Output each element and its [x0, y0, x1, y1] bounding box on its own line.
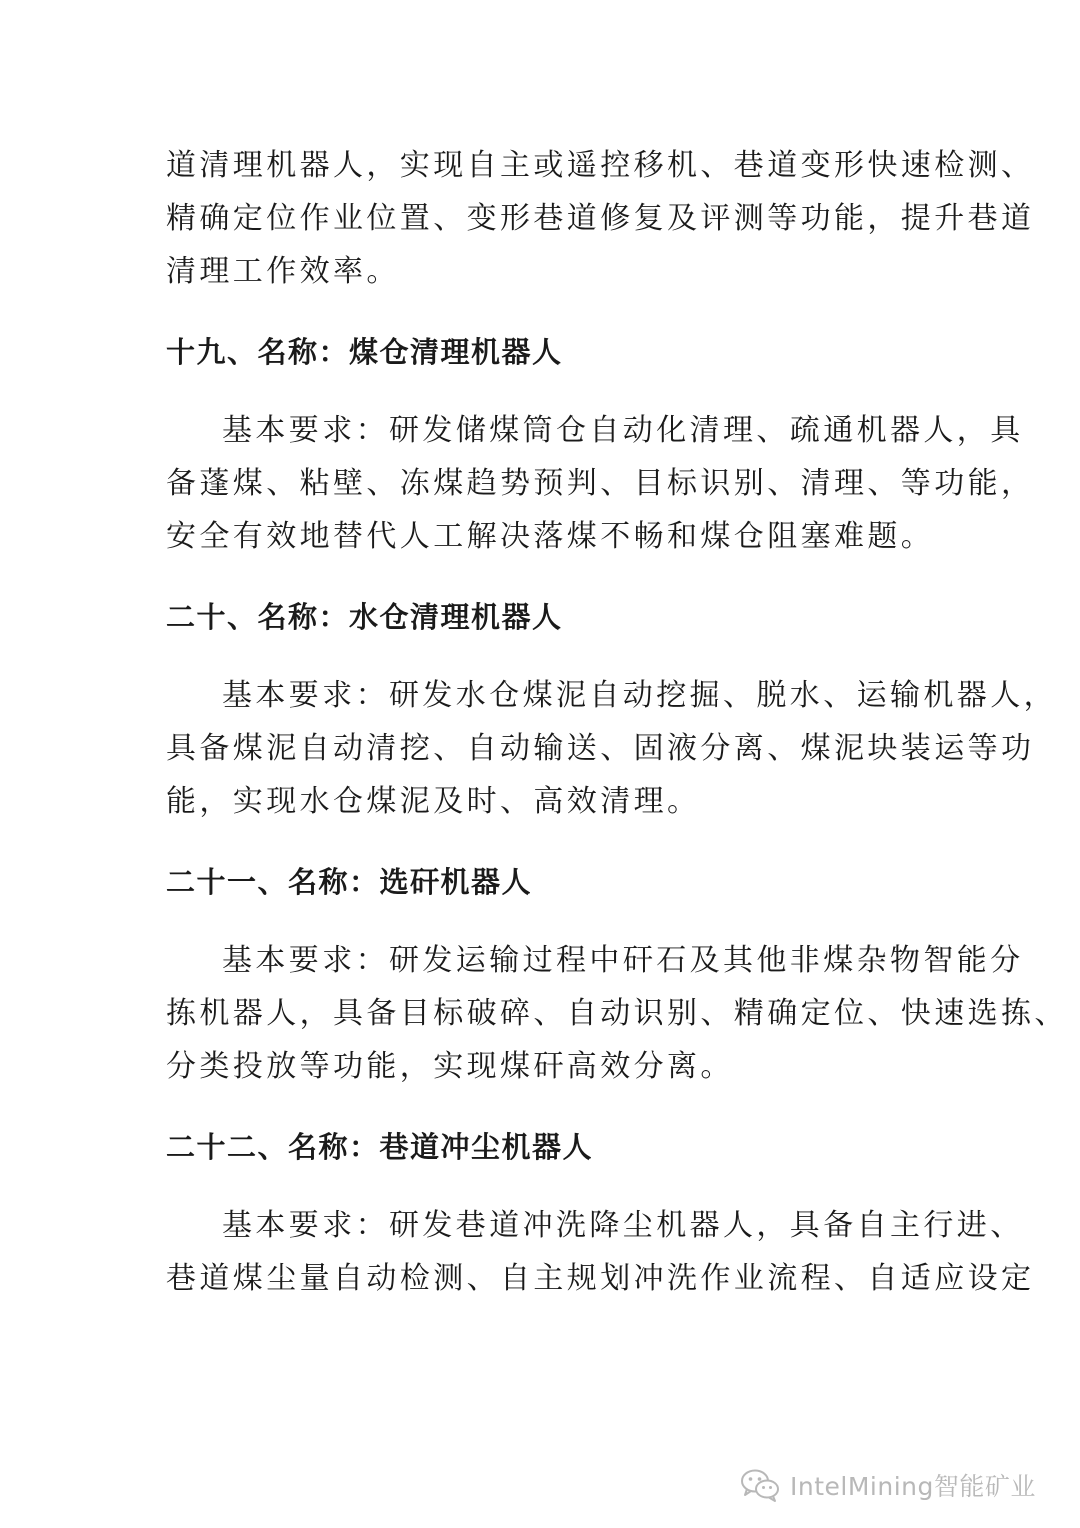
paragraph-line: 基本要求：研发巷道冲洗降尘机器人，具备自主行进、	[222, 1208, 1024, 1243]
wechat-icon	[740, 1468, 780, 1502]
watermark-text: IntelMining智能矿业	[790, 1472, 1036, 1501]
paragraph-line: 分类投放等功能，实现煤矸高效分离。	[166, 1049, 734, 1084]
section-heading: 二十二、名称：巷道冲尘机器人	[166, 1130, 594, 1164]
paragraph-line: 精确定位作业位置、变形巷道修复及评测等功能，提升巷道	[166, 201, 1035, 236]
paragraph-line: 拣机器人，具备目标破碎、自动识别、精确定位、快速选拣、	[166, 996, 1068, 1031]
paragraph-line: 道清理机器人，实现自主或遥控移机、巷道变形快速检测、	[166, 148, 1035, 183]
paragraph-line: 安全有效地替代人工解决落煤不畅和煤仓阻塞难题。	[166, 519, 935, 554]
paragraph-line: 巷道煤尘量自动检测、自主规划冲洗作业流程、自适应设定	[166, 1261, 1035, 1296]
paragraph-line: 备蓬煤、粘壁、冻煤趋势预判、目标识别、清理、等功能，	[166, 466, 1035, 501]
wechat-watermark	[740, 1455, 1070, 1515]
section-heading: 二十一、名称：选矸机器人	[166, 865, 533, 899]
section-heading: 二十、名称：水仓清理机器人	[166, 600, 563, 634]
paragraph-line: 能，实现水仓煤泥及时、高效清理。	[166, 784, 701, 819]
paragraph-line: 基本要求：研发水仓煤泥自动挖掘、脱水、运输机器人，	[222, 678, 1057, 713]
paragraph-line: 清理工作效率。	[166, 254, 400, 289]
section-heading: 十九、名称：煤仓清理机器人	[166, 335, 563, 369]
paragraph-line: 基本要求：研发运输过程中矸石及其他非煤杂物智能分	[222, 943, 1024, 978]
paragraph-line: 具备煤泥自动清挖、自动输送、固液分离、煤泥块装运等功	[166, 731, 1035, 766]
paragraph-line: 基本要求：研发储煤筒仓自动化清理、疏通机器人，具	[222, 413, 1024, 448]
